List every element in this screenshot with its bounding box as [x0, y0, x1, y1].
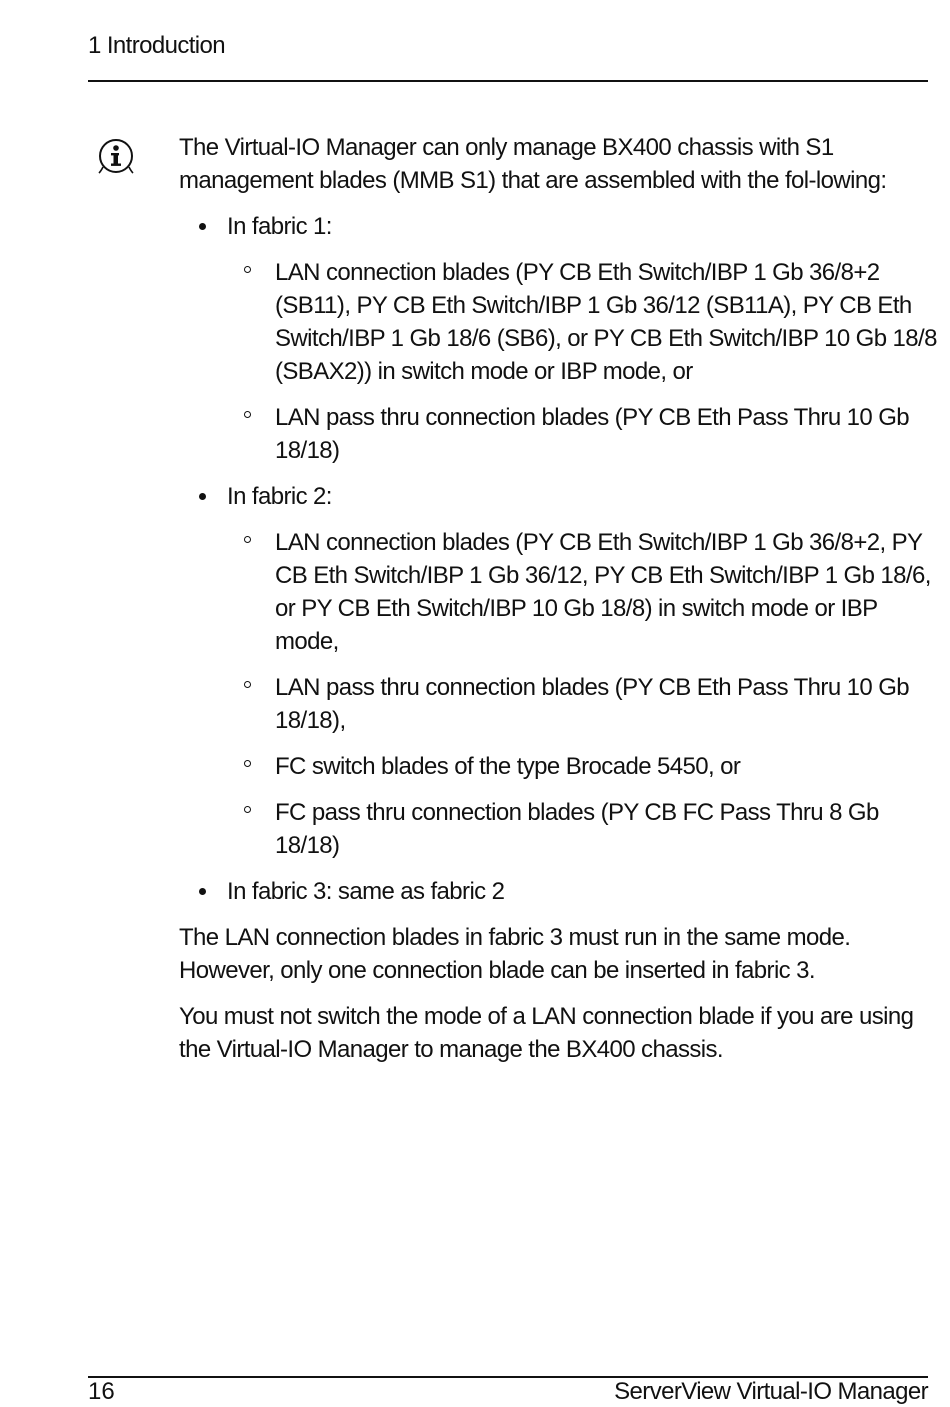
header-rule [88, 80, 928, 82]
bullet-circle-icon [244, 411, 251, 418]
list-item [227, 401, 939, 467]
bullet-dot-icon [199, 223, 206, 230]
list-item [227, 671, 939, 737]
list-item-text: LAN connection blades (PY CB Eth Switch/IBP 1 Gb 36/8+2, PY CB Eth Switch/IBP 1 Gb 36/12, PY CB Eth Switch/IBP 1 Gb 18/6, or PY CB Eth Switch/IBP 10 Gb 18/8) in switch mode or IBP mode, [275, 529, 931, 655]
list-item [227, 526, 939, 658]
list-item-text: LAN pass thru connection blades (PY CB Eth Pass Thru 10 Gb 18/18), [275, 674, 910, 734]
running-header: 1 Introduction [88, 32, 226, 59]
fabric-item-3 [179, 875, 939, 908]
fabric-3-paragraph: The LAN connection blades in fabric 3 must run in the same mode. However, only one connection blade can be inserted in fabric 3. [179, 924, 851, 984]
bullet-circle-icon [244, 806, 251, 813]
fabric-label: In fabric 1: [227, 213, 332, 240]
note-content [179, 131, 939, 1079]
list-item [227, 256, 939, 388]
list-item [227, 796, 939, 862]
fabric-item-1 [179, 210, 939, 467]
list-item-text: FC pass thru connection blades (PY CB FC Pass Thru 8 Gb 18/18) [275, 799, 879, 859]
info-icon [97, 138, 135, 174]
fabric-2-sublist [227, 526, 939, 862]
fabric-item-2 [179, 480, 939, 862]
bullet-circle-icon [244, 681, 251, 688]
fabric-label: In fabric 2: [227, 483, 332, 510]
footer-doc-title: ServerView Virtual-IO Manager [614, 1378, 928, 1405]
bullet-dot-icon [199, 493, 206, 500]
bullet-dot-icon [199, 888, 206, 895]
list-item [227, 750, 939, 783]
fabric-label: In fabric 3: same as fabric 2 [227, 878, 505, 905]
mode-warning-paragraph: You must not switch the mode of a LAN connection blade if you are using the Virtual-IO Manager to manage the BX400 chassis. [179, 1003, 914, 1063]
fabric-1-sublist [227, 256, 939, 467]
bullet-circle-icon [244, 266, 251, 273]
intro-paragraph: The Virtual-IO Manager can only manage BX400 chassis with S1 management blades (MMB S1) that are assembled with the fol-lowing: [179, 134, 887, 194]
list-item-text: LAN connection blades (PY CB Eth Switch/IBP 1 Gb 36/8+2 (SB11), PY CB Eth Switch/IBP 1 Gb 36/12 (SB11A), PY CB Eth Switch/IBP 1 Gb 18/6 (SB6), or PY CB Eth Switch/IBP 10 Gb 18/8 (SBAX2)) in switch mode or IBP mode, or [275, 259, 937, 385]
bullet-circle-icon [244, 536, 251, 543]
page-number: 16 [88, 1378, 115, 1405]
bullet-circle-icon [244, 760, 251, 767]
list-item-text: LAN pass thru connection blades (PY CB Eth Pass Thru 10 Gb 18/18) [275, 404, 910, 464]
fabric-list [179, 210, 939, 908]
list-item-text: FC switch blades of the type Brocade 5450, or [275, 753, 741, 780]
